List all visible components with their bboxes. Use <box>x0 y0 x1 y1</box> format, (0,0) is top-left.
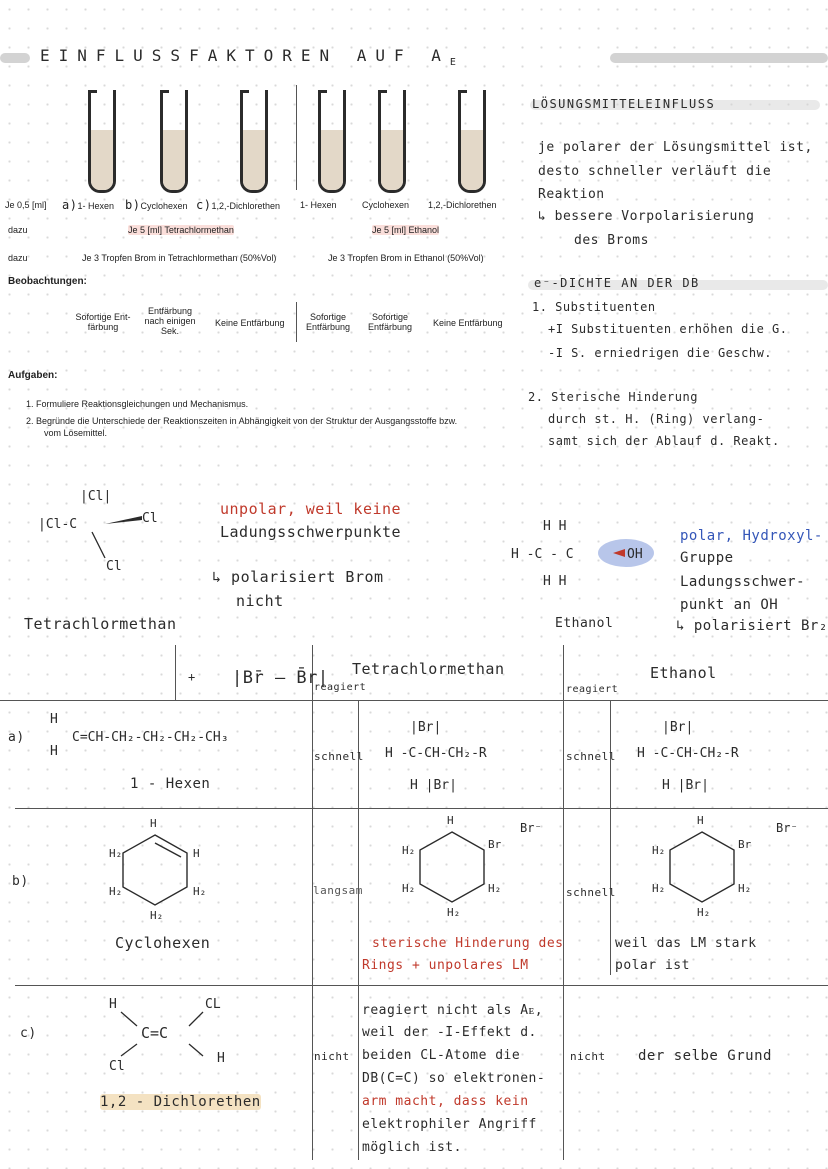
ethanol-note: polar, Hydroxyl- <box>680 528 823 544</box>
ethanol-note: Gruppe <box>680 550 734 566</box>
solvent-heading: LÖSUNGSMITTELEINFLUSS <box>532 97 716 111</box>
task-item: 2. Begründe die Unterschiede der Reaktionszeiten in Abhängigkeit von der Struktur der Ausgangsstoffe bzw. <box>26 416 458 426</box>
solvent-right: Je 5 [ml] Ethanol <box>372 225 440 235</box>
reacted-label: reagiert <box>314 682 367 693</box>
note-line: durch st. H. (Ring) verlang- <box>548 412 765 426</box>
note-line: 2. Sterische Hinderung <box>528 390 698 404</box>
speed-ethanol: schnell <box>566 750 616 763</box>
polar-note: polar ist <box>615 958 690 973</box>
svg-text:H: H <box>447 814 454 827</box>
svg-text:H -C - C: H -C - C <box>511 547 574 562</box>
observation: Sofortige Ent- färbung <box>75 312 131 332</box>
bromine-left: Je 3 Tropfen Brom in Tetrachlormethan (50%Vol) <box>82 253 277 263</box>
speed-ethanol: schnell <box>566 886 616 899</box>
speed-ethanol: nicht <box>570 1050 606 1063</box>
svg-text:H: H <box>193 847 200 860</box>
note-line: Reaktion <box>538 187 605 202</box>
svg-text:H₂: H₂ <box>402 844 416 857</box>
row-marker: b) <box>12 874 29 889</box>
ccl4-note: Ladungsschwerpunkte <box>220 523 402 541</box>
svg-text:Br: Br <box>738 838 752 851</box>
tube-label: Cyclohexen <box>362 200 410 210</box>
task-item: vom Lösemittel. <box>44 428 108 438</box>
svg-text:Cl: Cl <box>142 511 158 526</box>
polar-note: weil das LM stark <box>615 936 757 951</box>
note-line: 1. Substituenten <box>532 300 656 314</box>
tube-label: b)Cyclohexen <box>125 198 188 212</box>
svg-text:Cl: Cl <box>109 1059 125 1074</box>
reason-line: weil der -I-Effekt d. <box>362 1025 537 1040</box>
tube-label: 1,2,-Dichlorethen <box>428 200 497 210</box>
svg-text:Br⁻: Br⁻ <box>776 821 798 835</box>
steric-note: Rings + unpolares LM <box>362 958 529 973</box>
svg-text:H₂: H₂ <box>193 885 207 898</box>
observation: Sofortige Entfärbung <box>305 312 351 332</box>
test-tube <box>458 90 486 193</box>
ccl4-name: Tetrachlormethan <box>24 615 177 633</box>
page-title: EINFLUSSFAKTOREN AUF $A_E$ <box>40 46 456 69</box>
note-line: je polarer der Lösungsmittel ist, <box>538 140 813 155</box>
reacted-label: reagiert <box>566 684 619 695</box>
speed-ccl4: langsam <box>313 884 363 897</box>
cyclohexene-ring <box>105 815 225 925</box>
tube-label: a)1- Hexen <box>62 198 114 212</box>
row-marker: c) <box>20 1026 37 1041</box>
observation: Keine Entfärbung <box>215 318 285 328</box>
ccl4-note: unpolar, weil keine <box>220 500 402 518</box>
test-tube <box>88 90 116 193</box>
ccl4-note: nicht <box>236 592 284 610</box>
svg-text:H₂: H₂ <box>652 844 666 857</box>
test-tube <box>318 90 346 193</box>
note-line: -I S. erniedrigen die Geschw. <box>548 346 773 360</box>
ethanol-note: ↳ polarisiert Br₂ <box>676 618 828 634</box>
plus-sign: + <box>188 670 196 684</box>
steric-note: sterische Hinderung des <box>372 936 564 951</box>
bromine-right: Je 3 Tropfen Brom in Ethanol (50%Vol) <box>328 253 484 263</box>
solvent-left: Je 5 [ml] Tetrachlormethan <box>128 225 234 235</box>
tube-label: 1- Hexen <box>300 200 337 210</box>
svg-text:H₂: H₂ <box>697 906 711 919</box>
ethanol-structure <box>505 515 665 595</box>
reason-line: elektrophiler Angriff <box>362 1117 537 1132</box>
col-ethanol: Ethanol <box>650 664 717 682</box>
ethanol-note: punkt an OH <box>680 597 779 613</box>
row-label: dazu <box>8 225 28 235</box>
product-ccl4: H -C-CH-CH₂-R <box>385 746 487 761</box>
same-reason: der selbe Grund <box>638 1048 772 1064</box>
note-line: ↳ bessere Vorpolarisierung <box>538 209 755 224</box>
reason-line: beiden CL-Atome die <box>362 1048 521 1063</box>
product-ring-ethanol <box>642 812 812 922</box>
svg-text:H₂: H₂ <box>652 882 666 895</box>
hexene-name: 1 - Hexen <box>130 776 211 792</box>
observation: Entfärbung nach einigen Sek. <box>144 306 196 336</box>
test-tube <box>378 90 406 193</box>
svg-text:H H: H H <box>543 519 567 534</box>
observation: Sofortige Entfärbung <box>367 312 413 332</box>
svg-text:H₂: H₂ <box>109 847 123 860</box>
task-item: 1. Formuliere Reaktionsgleichungen und Mechanismus. <box>26 399 249 409</box>
amount-label: Je 0,5 [ml] <box>5 200 47 210</box>
svg-text:H: H <box>150 817 157 830</box>
row-label: dazu <box>8 253 28 263</box>
ccl4-note: ↳ polarisiert Brom <box>212 568 384 586</box>
hexene-formula: C=CH-CH₂-CH₂-CH₂-CH₃ <box>72 730 229 745</box>
row-marker: a) <box>8 730 25 745</box>
svg-text:H: H <box>109 997 117 1012</box>
svg-text:H₂: H₂ <box>488 882 502 895</box>
reason-line: möglich ist. <box>362 1140 462 1155</box>
ethanol-note: Ladungsschwer- <box>680 574 806 590</box>
svg-text:|Cl-C: |Cl-C <box>38 517 78 532</box>
note-line: des Broms <box>574 233 649 248</box>
observations-heading: Beobachtungen: <box>8 276 87 287</box>
svg-text:H₂: H₂ <box>738 882 752 895</box>
ethanol-name: Ethanol <box>555 616 614 631</box>
product-ethanol: H -C-CH-CH₂-R <box>637 746 739 761</box>
svg-text:Br: Br <box>488 838 502 851</box>
reason-line: arm macht, dass kein <box>362 1094 529 1109</box>
reason-line: DB(C=C) so elektronen- <box>362 1071 546 1086</box>
note-line: samt sich der Ablauf d. Reakt. <box>548 434 780 448</box>
col-ccl4: Tetrachlormethan <box>352 660 505 678</box>
svg-text:H: H <box>697 814 704 827</box>
ccl4-structure <box>30 480 190 590</box>
bromine-formula: |Br̄ – B̄r| <box>232 668 329 688</box>
note-line: desto schneller verläuft die <box>538 164 772 179</box>
reason-line: reagiert nicht als Aᴇ, <box>362 1003 544 1018</box>
density-heading: e⁻-DICHTE AN DER DB <box>534 276 700 290</box>
svg-text:H: H <box>217 1051 225 1066</box>
product-ring-ccl4 <box>392 812 552 922</box>
svg-text:H₂: H₂ <box>447 906 461 919</box>
svg-text:|Cl|: |Cl| <box>80 489 112 504</box>
observation: Keine Entfärbung <box>433 318 503 328</box>
svg-text:C=C: C=C <box>141 1024 169 1042</box>
svg-text:H₂: H₂ <box>150 909 164 922</box>
svg-text:Br⁻: Br⁻ <box>520 821 542 835</box>
speed-ccl4: schnell <box>314 750 364 763</box>
svg-text:H₂: H₂ <box>109 885 123 898</box>
dichloroethene-structure <box>105 992 255 1082</box>
svg-text:Cl: Cl <box>106 559 122 574</box>
dichloroethene-name: 1,2 - Dichlorethen <box>100 1094 261 1110</box>
note-line: +I Substituenten erhöhen die G. <box>548 322 788 336</box>
cyclohexene-name: Cyclohexen <box>115 934 211 952</box>
svg-text:OH: OH <box>627 547 643 562</box>
test-tube <box>160 90 188 193</box>
speed-ccl4: nicht <box>314 1050 350 1063</box>
svg-text:H H: H H <box>543 574 567 589</box>
tube-label: c)1,2,-Dichlorethen <box>196 198 280 212</box>
svg-text:H₂: H₂ <box>402 882 416 895</box>
tasks-heading: Aufgaben: <box>8 370 58 381</box>
test-tube <box>240 90 268 193</box>
svg-text:CL: CL <box>205 997 221 1012</box>
